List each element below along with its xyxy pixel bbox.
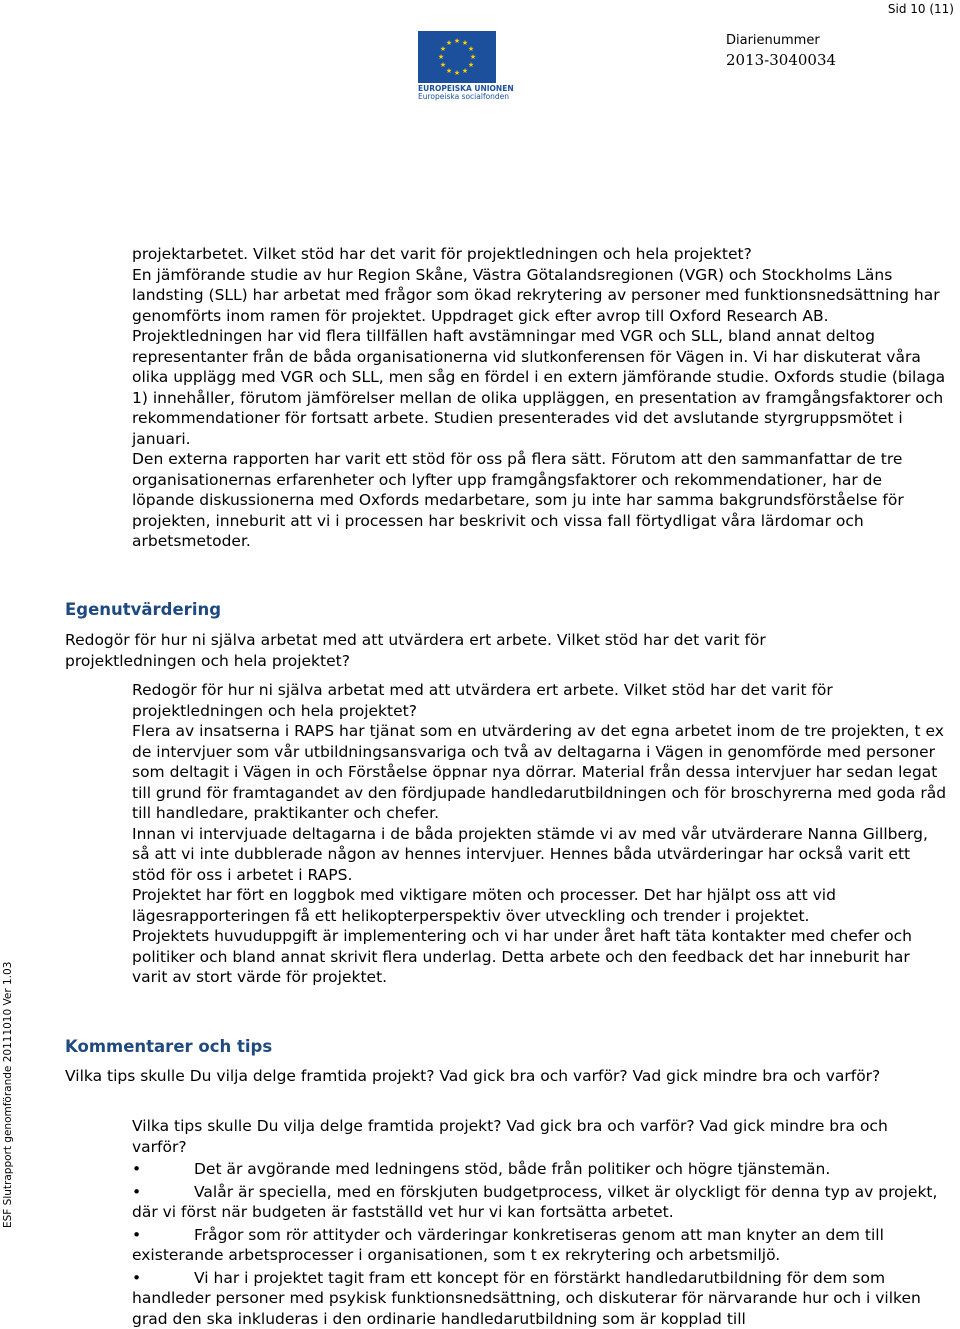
svg-text:★: ★ (446, 67, 452, 75)
svg-text:★: ★ (440, 45, 446, 53)
bullet-icon: • (132, 1225, 141, 1246)
svg-text:★: ★ (462, 39, 468, 47)
section-heading-self-evaluation: Egenutvärdering (65, 600, 221, 620)
self-evaluation-question: Redogör för hur ni själva arbetat med att utvärdera ert arbete. Vilket stöd har det varit för projektledningen och hela projektet? (65, 630, 885, 671)
intro-paragraph: En jämförande studie av hur Region Skåne, Västra Götalandsregionen (VGR) och Stockholms Läns landsting (SLL) har arbetat med frågor som ökad rekrytering av personer med funktionsnedsättning har genomförts inom ramen för projektet. Uppdraget gick efter avrop till Oxford Research AB. (132, 265, 947, 327)
svg-text:★: ★ (462, 67, 468, 75)
list-item-text: Frågor som rör attityder och värderingar konkretiseras genom att man knyter an dem till existerande arbetsprocesser i organisationen, som t ex rekrytering och arbetsmiljö. (132, 1225, 947, 1266)
eu-logo (418, 31, 498, 101)
self-evaluation-answer (132, 680, 947, 988)
list-item-text: Valår är speciella, med en förskjuten budgetprocess, vilket är olyckligt för denna typ av projekt, där vi först när budgeten är fastställd vet hur vi kan fortsätta arbetet. (132, 1182, 947, 1223)
answer-paragraph: Redogör för hur ni själva arbetat med att utvärdera ert arbete. Vilket stöd har det varit för projektledningen och hela projektet? (132, 680, 947, 721)
answer-paragraph: Innan vi intervjuade deltagarna i de båda projekten stämde vi av med vår utvärderare Nanna Gillberg, så att vi inte dubblerade någon av hennes intervjuer. Hennes båda utvärderingar har också varit ett stöd för oss i arbetet i RAPS. (132, 824, 947, 886)
logo-text-union: EUROPEISKA UNIONEN (418, 85, 498, 93)
answer-paragraph: Projektet har fört en loggbok med viktigare möten och processer. Det har hjälpt oss att vid lägesrapporteringen få ett helikopterperspektiv över utveckling och trender i projektet. (132, 885, 947, 926)
svg-text:★: ★ (446, 39, 452, 47)
intro-block (132, 244, 947, 552)
bullet-icon: • (132, 1268, 141, 1289)
svg-text:★: ★ (468, 61, 474, 69)
svg-text:★: ★ (468, 45, 474, 53)
intro-paragraph: projektarbetet. Vilket stöd har det varit för projektledningen och hela projektet? (132, 244, 947, 265)
intro-paragraph: Projektledningen har vid flera tillfällen haft avstämningar med VGR och SLL, bland annat deltog representanter från de båda organisationerna vid slutkonferensen för Vägen in. Vi har diskuterat våra olika upplägg med VGR och SLL, men såg en fördel i en extern jämförande studie. Oxfords studie (bilaga 1) innehåller, förutom jämförelser mellan de olika uppläggen, en presentation av framgångsfaktorer och rekommendationer för fortsatt arbete. Studien presenterades vid det avslutande styrgruppsmötet i januari. (132, 326, 947, 449)
answer-paragraph: Flera av insatserna i RAPS har tjänat som en utvärdering av det egna arbetet inom de tre projekten, t ex de intervjuer som vår utbildningsansvariga och två av deltagarna i Vägen in genomförde med personer som deltagit i Vägen in och Förståelse öppnar nya dörrar. Material från dessa intervjuer har sedan legat till grund för framtagandet av den fördjupade handledarutbildningen och för broschyrerna med goda råd till handledare, praktikanter och chefer. (132, 721, 947, 824)
bullet-icon: • (132, 1182, 141, 1203)
svg-text:★: ★ (454, 69, 460, 77)
list-item-text: Vi har i projektet tagit fram ett koncept för en förstärkt handledarutbildning för dem som handleder personer med psykisk funktionsnedsättning, och diskuterar för närvarande hur och i vilken grad den ska inkluderas i den ordinarie handledarutbildning som är kopplad till (132, 1268, 947, 1329)
diary-label: Diarienummer (726, 33, 836, 49)
list-item-text: Det är avgörande med ledningens stöd, både från politiker och högre tjänstemän. (132, 1159, 947, 1180)
section-heading-comments-tips: Kommentarer och tips (65, 1037, 272, 1057)
list-item (132, 1268, 947, 1329)
list-item (132, 1182, 947, 1223)
intro-paragraph: Den externa rapporten har varit ett stöd för oss på flera sätt. Förutom att den sammanfattar de tre organisationernas erfarenheter och lyfter upp framgångsfaktorer och rekommendationer, har de löpande diskussionerna med Oxfords medarbetare, som ju inte har samma bakgrundsförståelse för projekten, inneburit att vi i processen har beskrivit och vissa fall förtydligat våra lärdomar och arbetsmetoder. (132, 449, 947, 552)
tips-question: Vilka tips skulle Du vilja delge framtida projekt? Vad gick bra och varför? Vad gick mindre bra och varför? (65, 1066, 885, 1087)
diary-block (726, 33, 836, 70)
tips-answer (132, 1116, 947, 1329)
side-footer: ESF Slutrapport genomförande 20111010 Ver 1.03 (2, 962, 14, 1228)
bullet-icon: • (132, 1159, 141, 1180)
svg-text:★: ★ (440, 61, 446, 69)
logo-text-fund: Europeiska socialfonden (418, 93, 498, 101)
eu-flag-icon (418, 31, 496, 83)
answer-paragraph: Projektets huvuduppgift är implementering och vi har under året haft täta kontakter med chefer och politiker och bland annat skrivit flera underlag. Detta arbete och den feedback det har inneburit har varit av stort värde för projektet. (132, 926, 947, 988)
svg-text:★: ★ (454, 37, 460, 45)
tips-intro: Vilka tips skulle Du vilja delge framtida projekt? Vad gick bra och varför? Vad gick mindre bra och varför? (132, 1116, 947, 1157)
list-item (132, 1159, 947, 1180)
page-number: Sid 10 (11) (888, 0, 954, 18)
list-item (132, 1225, 947, 1266)
svg-text:★: ★ (470, 53, 476, 61)
svg-text:★: ★ (438, 53, 444, 61)
diary-number: 2013-3040034 (726, 50, 836, 70)
tips-list (132, 1159, 947, 1329)
